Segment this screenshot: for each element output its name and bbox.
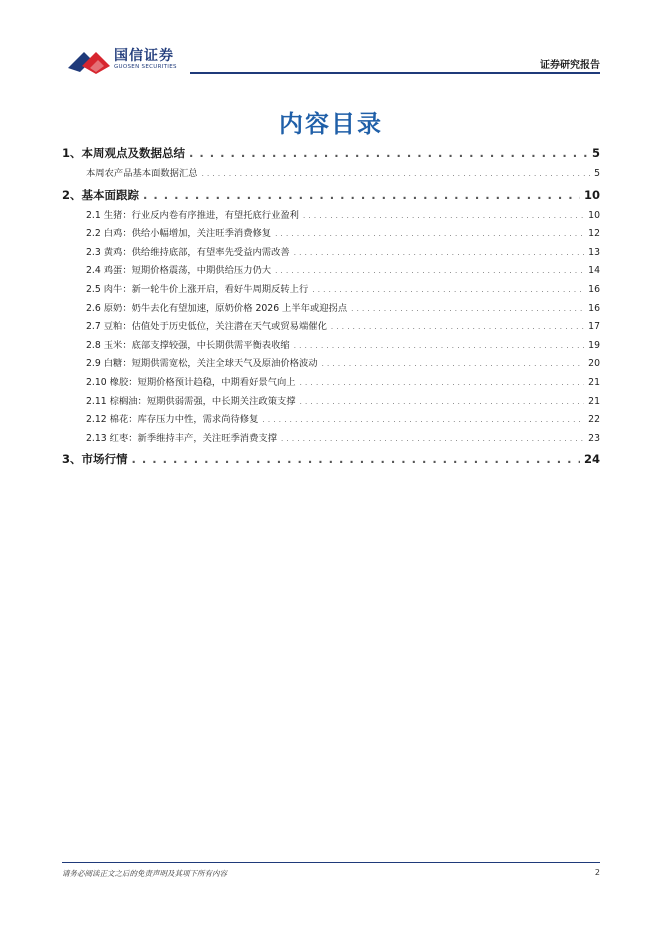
toc-subsection-entry[interactable]: [62, 244, 600, 263]
toc-entry-page: 17: [588, 321, 600, 333]
toc-entry-label: 2.8 玉米：底部支撑较强，中长期供需平衡表收缩: [86, 339, 290, 351]
toc-entry-label: 2.2 白鸡：供给小幅增加，关注旺季消费修复: [86, 228, 272, 240]
toc-leader-dots: [294, 244, 584, 263]
toc-leader-dots: [262, 411, 584, 430]
toc-section-entry[interactable]: [62, 142, 600, 165]
toc-entry-label: 2.11 棕榈油：短期供弱需强，中长期关注政策支撑: [86, 395, 296, 407]
toc-leader-dots: [275, 225, 584, 244]
toc-entry-page: 12: [588, 228, 600, 240]
toc-entry-page: 19: [588, 339, 600, 351]
toc-subsection-entry[interactable]: [62, 393, 600, 412]
toc-leader-dots: [300, 374, 585, 393]
toc-entry-label: 2.9 白糖：短期供需宽松，关注全球天气及原油价格波动: [86, 358, 318, 370]
toc-entry-label: 本周农产品基本面数据汇总: [86, 168, 198, 179]
toc-entry-page: 21: [588, 376, 600, 388]
toc-entry-label: 2.13 红枣：新季维持丰产，关注旺季消费支撑: [86, 432, 277, 444]
header-divider: [190, 72, 600, 74]
toc-leader-dots: [331, 318, 584, 337]
toc-leader-dots: [275, 262, 584, 281]
toc-entry-page: 13: [588, 246, 600, 258]
toc-leader-dots: [351, 300, 584, 319]
toc-entry-label: 2.1 生猪：行业反内卷有序推进，有望托底行业盈利: [86, 209, 299, 221]
table-of-contents: [62, 142, 600, 471]
guosen-logo-icon: [66, 46, 112, 76]
toc-entry-page: 23: [588, 432, 600, 444]
toc-entry-page: 10: [583, 187, 600, 202]
footer-disclaimer: 请务必阅读正文之后的免责声明及其项下所有内容: [62, 869, 227, 878]
page-header: [0, 0, 662, 80]
toc-leader-dots: [132, 448, 580, 471]
toc-entry-page: 16: [588, 283, 600, 295]
toc-subsection-entry[interactable]: [62, 374, 600, 393]
toc-subsection-entry[interactable]: [62, 262, 600, 281]
toc-subsection-entry[interactable]: [62, 430, 600, 449]
toc-leader-dots: [189, 142, 588, 165]
toc-leader-dots: [281, 430, 584, 449]
toc-subsection-entry[interactable]: [62, 207, 600, 226]
toc-entry-page: 10: [588, 209, 600, 221]
toc-subsection-entry[interactable]: [62, 337, 600, 356]
logo-text-cn: 国信证券: [114, 48, 174, 64]
toc-subsection-entry[interactable]: [62, 165, 600, 184]
toc-leader-dots: [322, 355, 585, 374]
toc-entry-label: 2.5 肉牛：新一轮牛价上涨开启，看好牛周期反转上行: [86, 283, 309, 295]
toc-subsection-entry[interactable]: [62, 411, 600, 430]
toc-entry-page: 24: [583, 452, 600, 467]
company-logo: [62, 40, 192, 80]
toc-section-entry[interactable]: [62, 448, 600, 471]
toc-entry-label: 3、市场行情: [62, 452, 128, 467]
toc-entry-page: 5: [591, 146, 600, 160]
toc-entry-page: 21: [588, 395, 600, 407]
toc-entry-label: 1、本周观点及数据总结: [62, 146, 186, 160]
toc-section-entry[interactable]: [62, 184, 600, 207]
toc-leader-dots: [202, 165, 591, 184]
toc-leader-dots: [303, 207, 584, 226]
toc-subsection-entry[interactable]: [62, 281, 600, 300]
toc-entry-page: 16: [588, 302, 600, 314]
toc-subsection-entry[interactable]: [62, 355, 600, 374]
toc-entry-page: 20: [588, 358, 600, 370]
toc-entry-label: 2.10 橡胶：短期价格预计趋稳，中期看好景气向上: [86, 376, 296, 388]
toc-leader-dots: [312, 281, 584, 300]
toc-subsection-entry[interactable]: [62, 225, 600, 244]
toc-entry-label: 2.7 豆粕：估值处于历史低位，关注潜在天气或贸易端催化: [86, 321, 327, 333]
toc-subsection-entry[interactable]: [62, 300, 600, 319]
footer-divider: [62, 862, 600, 863]
toc-entry-label: 2.4 鸡蛋：短期价格震荡，中期供给压力仍大: [86, 265, 272, 277]
toc-entry-label: 2.12 棉花：库存压力中性，需求尚待修复: [86, 414, 259, 426]
toc-leader-dots: [300, 393, 585, 412]
toc-title: 内容目录: [279, 110, 383, 138]
toc-entry-page: 14: [588, 265, 600, 277]
report-type-label: 证券研究报告: [540, 60, 600, 71]
page-number: 2: [594, 868, 600, 877]
toc-leader-dots: [143, 184, 580, 207]
toc-entry-label: 2.6 原奶：奶牛去化有望加速，原奶价格 2026 上半年或迎拐点: [86, 302, 348, 314]
toc-leader-dots: [294, 337, 584, 356]
toc-entry-page: 5: [594, 168, 600, 179]
toc-subsection-entry[interactable]: [62, 318, 600, 337]
toc-entry-label: 2.3 黄鸡：供给维持底部，有望率先受益内需改善: [86, 246, 290, 258]
toc-entry-label: 2、基本面跟踪: [62, 187, 140, 202]
logo-text-en: GUOSEN SECURITIES: [114, 64, 177, 70]
toc-entry-page: 22: [588, 414, 600, 426]
